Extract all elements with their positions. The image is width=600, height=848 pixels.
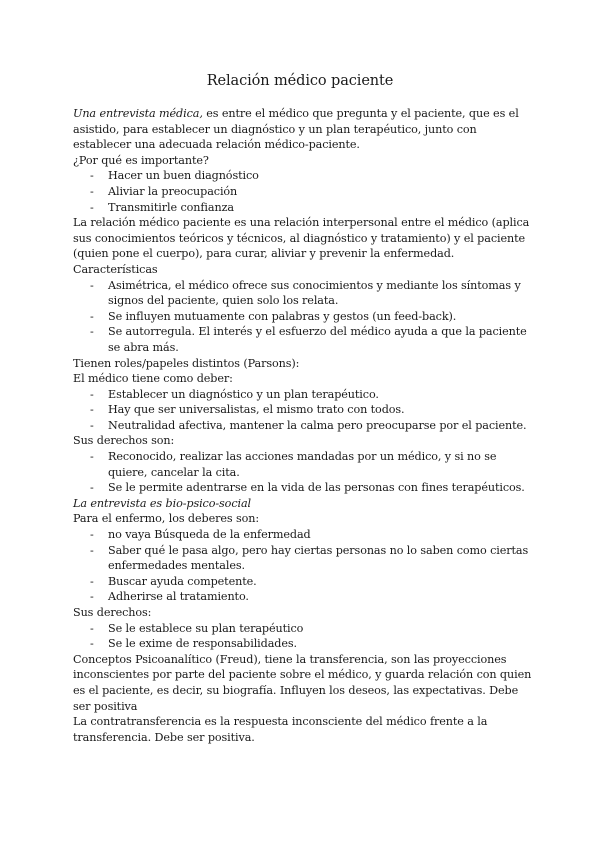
biopsycho-heading: La entrevista es bio-psico-social — [73, 496, 252, 510]
doctor-duties-list — [73, 387, 533, 434]
list-item: - Se autorregula. El interés y el esfuerzo del médico ayuda a que la paciente se abra más. — [73, 324, 533, 355]
importance-list — [73, 168, 533, 215]
countertransference-paragraph: La contratransferencia es la respuesta inconsciente del médico frente a la transferencia. Debe ser positiva. — [73, 715, 488, 744]
characteristics-list — [73, 278, 533, 356]
freud-paragraph: Conceptos Psicoanalítico (Freud), tiene la transferencia, son las proyecciones inconscientes por parte del paciente sobre el médico, y guarda relación con quien es el paciente, es decir, su biografía. Influyen los deseos, las expectativas. Debe ser positiva — [73, 652, 532, 713]
list-item: - Se le exime de responsabilidades. — [73, 636, 533, 652]
patient-duties-heading: Para el enfermo, los deberes son: — [73, 512, 260, 526]
list-item: - Transmitirle confianza — [73, 200, 533, 216]
document-body — [73, 106, 533, 745]
list-item: - Hacer un buen diagnóstico — [73, 168, 533, 184]
patient-duties-list — [73, 527, 533, 605]
page-title: Relación médico paciente — [206, 73, 394, 89]
relation-paragraph: La relación médico paciente es una relación interpersonal entre el médico (aplica sus conocimientos teóricos y técnicos, al diagnóstico y tratamiento) y el paciente (quien pone el cuerpo), para curar, aliviar y prevenir la enfermedad. — [73, 216, 530, 261]
list-item: - Establecer un diagnóstico y un plan terapéutico. — [73, 387, 533, 403]
list-item: - Se influyen mutuamente con palabras y gestos (un feed-back). — [73, 309, 533, 325]
list-item: - Neutralidad afectiva, mantener la calma pero preocuparse por el paciente. — [73, 418, 533, 434]
list-item: - Asimétrica, el médico ofrece sus conocimientos y mediante los síntomas y signos del paciente, quien solo los relata. — [73, 278, 533, 309]
patient-rights-heading: Sus derechos: — [73, 606, 152, 619]
list-item: - Hay que ser universalistas, el mismo trato con todos. — [73, 402, 533, 418]
list-item: - Aliviar la preocupación — [73, 184, 533, 200]
list-item: - Reconocido, realizar las acciones mandadas por un médico, y si no se quiere, cancelar la cita. — [73, 449, 533, 480]
roles-line: Tienen roles/papeles distintos (Parsons): — [73, 356, 300, 370]
intro-italic-term: Una entrevista médica, — [73, 107, 203, 120]
patient-rights-list — [73, 621, 533, 652]
list-item: - Saber qué le pasa algo, pero hay ciertas personas no lo saben como ciertas enfermedades mentales. — [73, 543, 533, 574]
intro-paragraph — [73, 106, 533, 153]
list-item: - Adherirse al tratamiento. — [73, 589, 533, 605]
importance-heading: ¿Por qué es importante? — [73, 153, 209, 167]
list-item: - Se le establece su plan terapéutico — [73, 621, 533, 637]
characteristics-heading: Características — [73, 262, 158, 276]
list-item: - Se le permite adentrarse en la vida de las personas con fines terapéuticos. — [73, 480, 533, 496]
doctor-rights-list — [73, 449, 533, 496]
doctor-duties-heading: El médico tiene como deber: — [73, 372, 233, 386]
doctor-rights-heading: Sus derechos son: — [73, 434, 175, 448]
intro-text: es entre el médico que pregunta y el paciente, que es el asistido, para establecer un diagnóstico y un plan terapéutico, junto con establecer una adecuada relación médico-paciente. — [73, 107, 519, 152]
list-item: - Buscar ayuda competente. — [73, 574, 533, 590]
list-item: - no vaya Búsqueda de la enfermedad — [73, 527, 533, 543]
